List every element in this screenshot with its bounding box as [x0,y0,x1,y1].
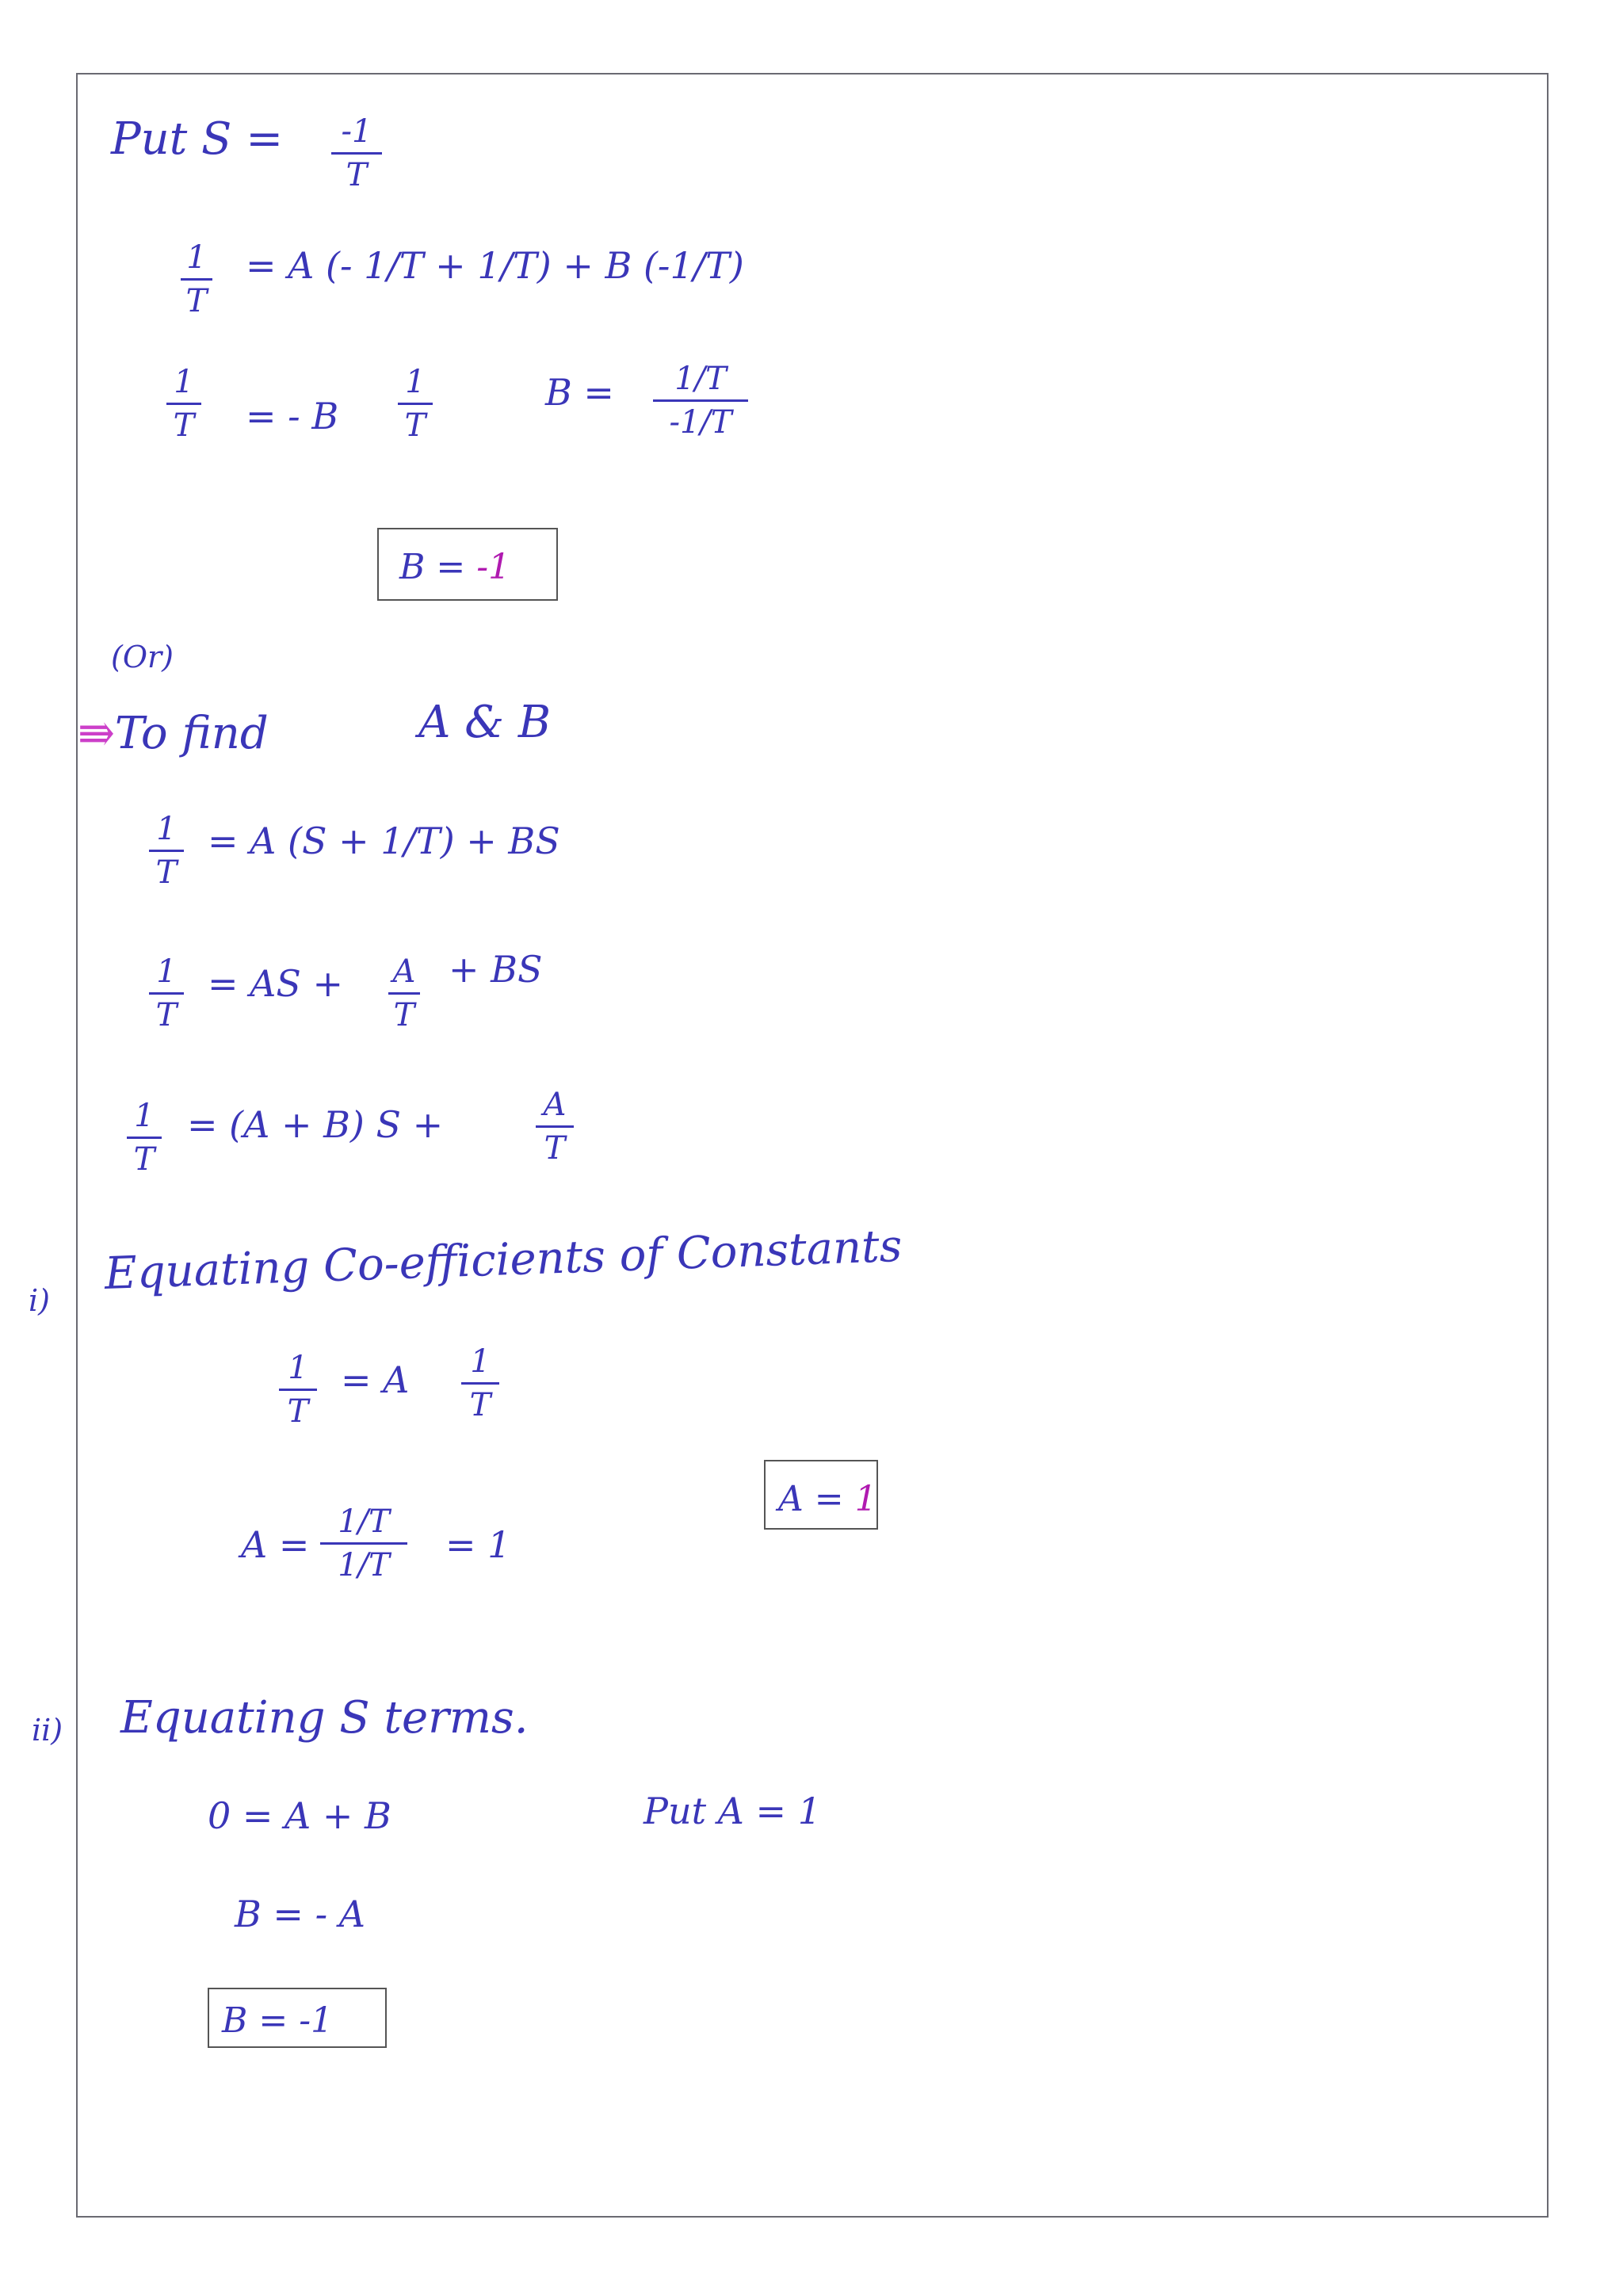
find-vars: A & B [418,697,552,748]
fraction-bar [279,1389,317,1391]
fraction-numerator: A [392,953,416,990]
fraction-bar [398,403,433,405]
fraction-denominator: 1/T [338,1547,390,1584]
box-value: -1 [299,2000,334,2041]
eq2-tail: + BS [449,948,543,991]
eq1-rhs: = A (S + 1/T) + BS [208,819,560,862]
fraction-numerator: 1 [405,364,426,400]
fraction-denominator: T [393,997,415,1033]
fraction-denominator: T [404,407,426,444]
find-label: To find [114,708,269,759]
eq3-lhs [127,1098,162,1178]
fraction-numerator: 1 [470,1343,491,1380]
fraction-denominator: T [469,1387,491,1423]
fraction-numerator: 1 [186,239,207,276]
eq2-rhs: = AS + [208,962,344,1005]
a-calc-frac [320,1503,407,1584]
eq-line3-mid: = - B [246,395,339,437]
fraction-bar [388,992,420,995]
fraction-denominator: T [185,283,208,319]
eq-line3-lhs [166,364,201,444]
fraction-denominator: T [287,1393,309,1430]
fraction-numerator: 1 [134,1098,155,1134]
eq-line2-rhs: = A (- 1/T + 1/T) + B (-1/T) [246,244,744,287]
fraction-numerator: 1 [156,953,177,990]
a-calc-label: A = [241,1523,310,1566]
result-box-b-1-text [399,547,510,587]
step1-eq-rhs [461,1343,499,1423]
fraction-bar [149,992,184,995]
fraction-bar [331,152,382,155]
step1-eq-lhs [279,1350,317,1430]
put-s-text: Put S = [111,113,284,165]
box-value: 1 [854,1479,877,1519]
eq2-lhs [149,953,184,1033]
eq-line3-mid-frac [398,364,433,444]
eq1-lhs [149,811,184,891]
fraction-bar [320,1542,407,1545]
fraction-numerator: 1/T [674,361,727,397]
fraction-denominator: T [133,1141,155,1178]
eq3-rhs: = (A + B) S + [187,1103,444,1146]
step1-label: i) [29,1283,50,1318]
fraction-numerator: -1 [341,113,372,150]
fraction-numerator: 1/T [338,1503,390,1540]
fraction-denominator: T [544,1130,566,1167]
fraction-numerator: 1 [174,364,194,400]
fraction-bar [127,1137,162,1139]
fraction-numerator: 1 [288,1350,308,1386]
fraction-numerator: A [543,1087,567,1123]
put-s-fraction [331,113,382,193]
fraction-bar [166,403,201,405]
a-calc-tail: = 1 [445,1523,511,1566]
fraction-denominator: T [155,854,178,891]
step1-text: Equating Co-efficients of Constants [103,1220,903,1300]
find-line [78,708,269,759]
fraction-bar [536,1125,574,1128]
fraction-denominator: T [155,997,178,1033]
fraction-bar [461,1382,499,1385]
eq3-frac [536,1087,574,1167]
fraction-bar [653,399,748,402]
put-a-note: Put A = 1 [643,1790,821,1832]
result-box-b-2-text [222,2000,333,2041]
b-fraction [653,361,748,441]
eq-line2-lhs [181,239,212,319]
fraction-denominator: -1/T [669,404,732,441]
box-prefix: B = [222,2000,300,2041]
fraction-numerator: 1 [156,811,177,847]
step1-eq-mid: = A [341,1358,410,1401]
box-prefix: A = [778,1479,855,1519]
b-equals-label: B = [545,371,614,414]
arrow-icon: ⇛ [78,708,115,759]
step2-eq: 0 = A + B [208,1794,391,1837]
fraction-bar [181,278,212,281]
fraction-denominator: T [173,407,195,444]
fraction-bar [149,850,184,852]
box-value: -1 [476,547,511,587]
fraction-denominator: T [346,157,368,193]
result-box-a-1-text [778,1479,877,1519]
or-label: (Or) [111,640,174,674]
b-eq-line: B = - A [235,1893,365,1935]
step2-text: Equating S terms. [120,1692,529,1744]
step2-label: ii) [32,1713,63,1748]
box-prefix: B = [399,547,477,587]
eq2-frac [388,953,420,1033]
